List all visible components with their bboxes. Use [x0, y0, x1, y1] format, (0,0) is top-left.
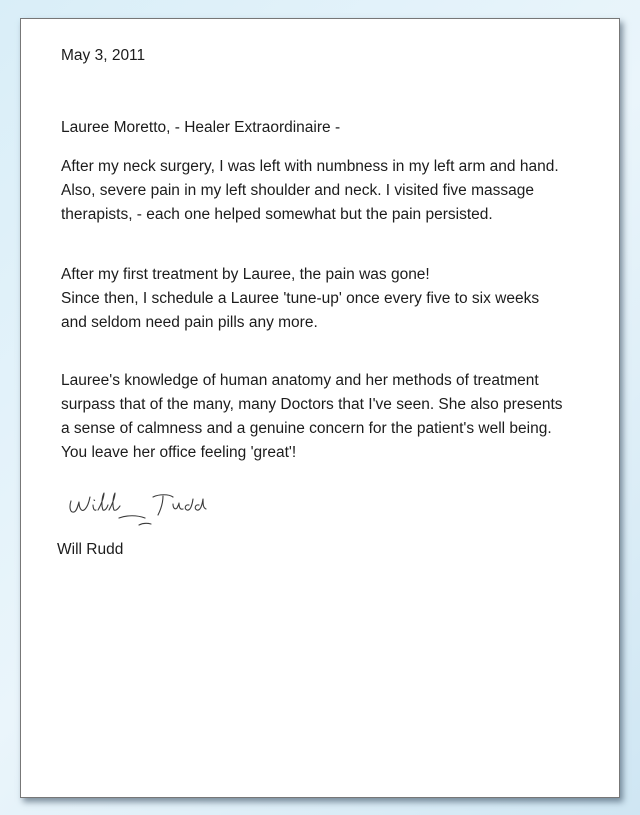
- letter-date: May 3, 2011: [61, 47, 146, 64]
- paragraph-line: After my first treatment by Lauree, the pain was gone!: [61, 266, 430, 283]
- paragraph-line: Since then, I schedule a Lauree 'tune-up' once every five to six weeks: [61, 290, 540, 307]
- paragraph-line: a sense of calmness and a genuine concern for the patient's well being.: [61, 420, 552, 437]
- signer-name: Will Rudd: [57, 541, 124, 558]
- paragraph-line: Lauree's knowledge of human anatomy and her methods of treatment: [61, 372, 539, 389]
- paragraph-praise: [61, 369, 609, 465]
- letter-salutation: Lauree Moretto, - Healer Extraordinaire -: [61, 119, 341, 136]
- paragraph-line: therapists, - each one helped somewhat but the pain persisted.: [61, 206, 493, 223]
- paragraph-line: and seldom need pain pills any more.: [61, 314, 318, 331]
- paragraph-line: surpass that of the many, many Doctors that I've seen. She also presents: [61, 396, 563, 413]
- paragraph-line: You leave her office feeling 'great'!: [61, 444, 297, 461]
- handwritten-signature: [65, 485, 235, 533]
- paragraph-line: After my neck surgery, I was left with numbness in my left arm and hand.: [61, 158, 559, 175]
- paragraph-treatment: [61, 263, 609, 335]
- letter-page: [20, 18, 620, 798]
- paragraph-line: Also, severe pain in my left shoulder and neck. I visited five massage: [61, 182, 534, 199]
- paragraph-surgery: [61, 155, 609, 227]
